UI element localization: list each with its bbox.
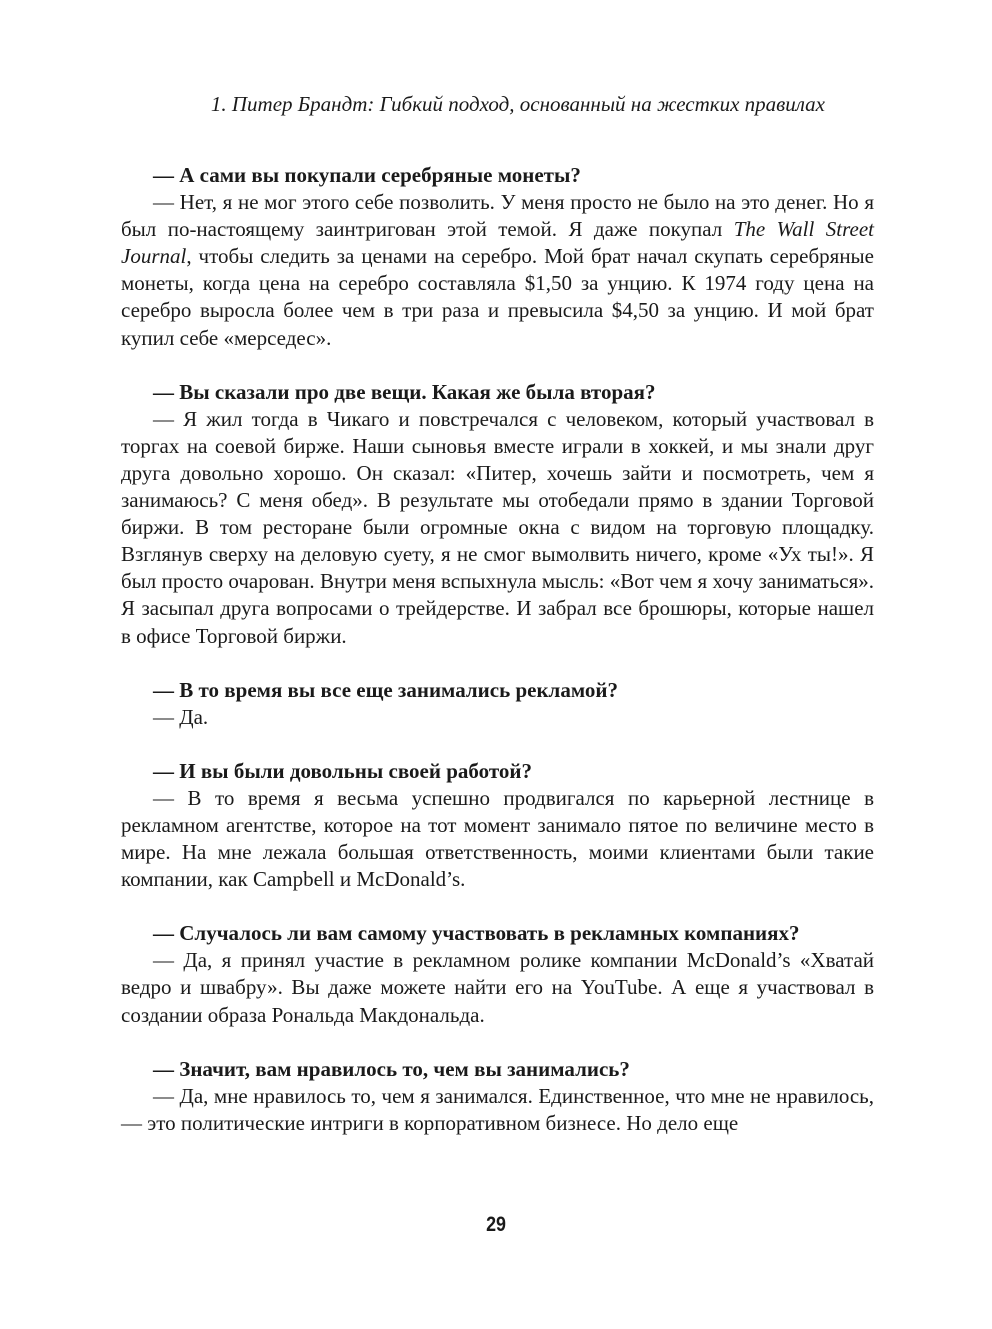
question: — А сами вы покупали серебряные монеты? — [153, 163, 581, 187]
qa-block — [121, 1056, 874, 1137]
publication-title: The Wall Street Journal — [121, 217, 874, 269]
running-header: 1. Питер Брандт: Гибкий подход, основанный на жестких правилах — [210, 92, 825, 116]
answer-text: — Нет, я не мог этого себе позволить. У меня просто не было на это денег. Но я был по-настоящему заинтригован этой темой. Я даже покупал — [121, 190, 874, 242]
qa-block — [121, 677, 874, 731]
page-number: 29 — [486, 1213, 506, 1236]
question: — Значит, вам нравилось то, чем вы занимались? — [153, 1056, 630, 1081]
qa-block — [121, 920, 874, 1028]
question: — Вы сказали про две вещи. Какая же была вторая? — [153, 379, 656, 404]
answer: — Да, я принял участие в рекламном ролике компании McDonald’s «Хватай ведро и швабру». Вы даже можете найти его на YouTube. А еще я участвовал в создании образа Рональда Макдональда. — [121, 948, 874, 1027]
question: — И вы были довольны своей работой? — [153, 758, 532, 783]
answer: — Да. — [153, 704, 209, 729]
qa-block — [121, 162, 874, 352]
qa-block — [121, 379, 874, 650]
answer: — Я жил тогда в Чикаго и повстречался с человеком, который участвовал в торгах на соевой бирже. Наши сыновья вместе играли в хоккей, и мы знали друг друга довольно хорошо. Он сказал: «Питер, хочешь зайти и посмотреть, чем я занимаюсь? С меня обед». В результате мы отобедали прямо в здании Торговой биржи. В том ресторане были огромные окна с видом на торговую площадку. Взглянув сверху на деловую суету, я не смог вымолвить ничего, кроме «Ух ты!». Я был просто очарован. Внутри меня вспыхнула мысль: «Вот чем я хочу заниматься». Я засыпал друга вопросами о трейдерстве. И забрал все брошюры, которые нашел в офисе Торговой биржи. — [121, 406, 874, 648]
question: — В то время вы все еще занимались рекламой? — [153, 677, 618, 702]
qa-block — [121, 758, 874, 893]
question: — Случалось ли вам самому участвовать в рекламных компаниях? — [153, 921, 800, 946]
page-body — [121, 162, 874, 1164]
answer: — В то время я весьма успешно продвигался по карьерной лестнице в рекламном агентстве, которое на тот момент занимало пятое по величине место в мире. На мне лежала большая ответственность, моими клиентами были такие компании, как Campbell и McDonald’s. — [121, 785, 874, 892]
answer: — Да, мне нравилось то, чем я занимался. Единственное, что мне не нравилось, — это политические интриги в корпоративном бизнесе. Но дело еще — [121, 1083, 874, 1135]
answer-text: , чтобы следить за ценами на серебро. Мой брат начал скупать серебряные монеты, когда цена на серебро составляла $1,50 за унцию. К 1974 году цена на серебро выросла более чем в три раза и превысила $4,50 за унцию. И мой брат купил себе «мерседес». — [121, 244, 874, 350]
answer — [121, 189, 874, 352]
